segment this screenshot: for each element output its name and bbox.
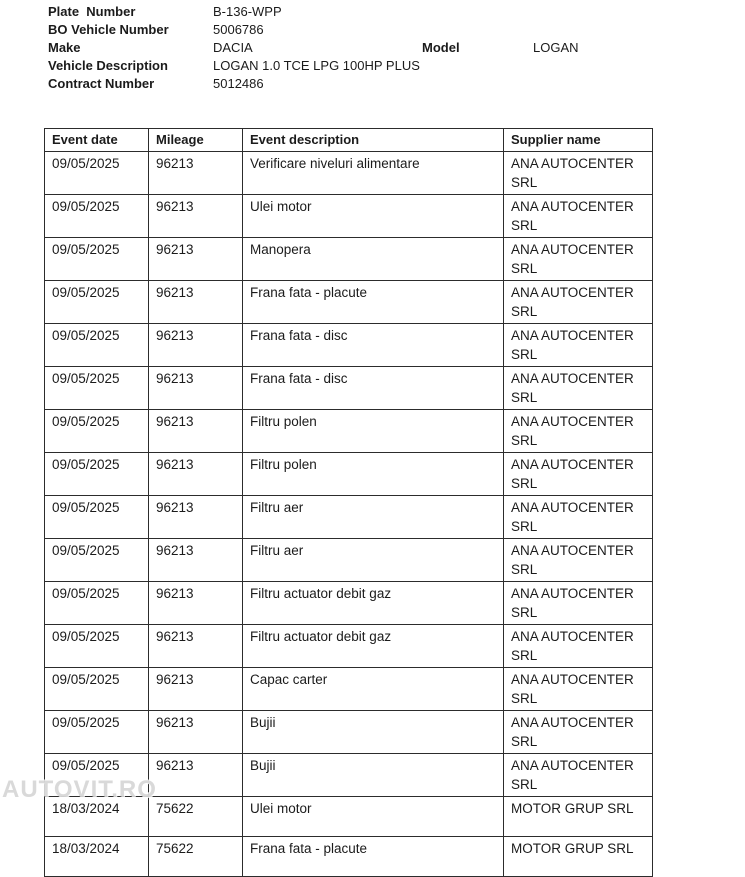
table-row [45,711,653,754]
make-label: Make [48,40,81,55]
event-description-cell: Filtru actuator debit gaz [243,582,504,625]
supplier-name-cell: ANA AUTOCENTER SRL [504,367,653,410]
event-date-cell: 09/05/2025 [45,668,149,711]
supplier-name-cell: ANA AUTOCENTER SRL [504,453,653,496]
event-description-column-header: Event description [243,129,504,152]
table-row [45,367,653,410]
mileage-cell: 96213 [149,238,243,281]
table-header [45,129,653,152]
watermark: AUTOVIT.RO [2,776,157,803]
event-description-cell: Bujii [243,754,504,797]
event-description-cell: Filtru aer [243,539,504,582]
supplier-name-cell: ANA AUTOCENTER SRL [504,754,653,797]
mileage-cell: 96213 [149,539,243,582]
mileage-cell: 96213 [149,711,243,754]
contract-number-value: 5012486 [213,76,264,91]
event-description-cell: Frana fata - disc [243,324,504,367]
info-row-vehicle-description [48,57,579,75]
event-description-cell: Filtru polen [243,410,504,453]
plate-number-value: B-136-WPP [213,4,282,19]
info-row-contract-number [48,75,579,93]
event-description-cell: Frana fata - disc [243,367,504,410]
mileage-cell: 96213 [149,367,243,410]
table-row [45,496,653,539]
supplier-name-cell: ANA AUTOCENTER SRL [504,582,653,625]
model-value: LOGAN [533,40,579,55]
event-description-cell: Frana fata - placute [243,837,504,877]
event-description-cell: Bujii [243,711,504,754]
event-date-cell: 09/05/2025 [45,195,149,238]
info-row-bo-vehicle-number [48,21,579,39]
supplier-name-cell: ANA AUTOCENTER SRL [504,496,653,539]
supplier-name-cell: ANA AUTOCENTER SRL [504,152,653,195]
vehicle-description-label: Vehicle Description [48,58,168,73]
table-row [45,754,653,797]
table-row [45,797,653,837]
table-header-row [45,129,653,152]
supplier-name-cell: ANA AUTOCENTER SRL [504,238,653,281]
event-description-cell: Filtru aer [243,496,504,539]
event-description-cell: Frana fata - placute [243,281,504,324]
table-row [45,324,653,367]
event-description-cell: Filtru polen [243,453,504,496]
supplier-name-cell: MOTOR GRUP SRL [504,837,653,877]
table-row [45,281,653,324]
mileage-cell: 96213 [149,324,243,367]
bo-vehicle-number-label: BO Vehicle Number [48,22,169,37]
event-date-cell: 09/05/2025 [45,281,149,324]
event-date-cell: 09/05/2025 [45,539,149,582]
mileage-cell: 96213 [149,668,243,711]
mileage-cell: 75622 [149,797,243,837]
vehicle-info [48,3,579,93]
event-date-cell: 09/05/2025 [45,625,149,668]
event-date-cell: 18/03/2024 [45,837,149,877]
supplier-name-cell: ANA AUTOCENTER SRL [504,281,653,324]
mileage-cell: 96213 [149,152,243,195]
table-row [45,410,653,453]
mileage-cell: 96213 [149,410,243,453]
info-row-make-model [48,39,579,57]
supplier-name-column-header: Supplier name [504,129,653,152]
mileage-cell: 96213 [149,625,243,668]
service-history-table [44,128,653,877]
event-description-cell: Filtru actuator debit gaz [243,625,504,668]
vehicle-description-value: LOGAN 1.0 TCE LPG 100HP PLUS [213,58,420,73]
table-row [45,582,653,625]
event-date-cell: 09/05/2025 [45,238,149,281]
make-value: DACIA [213,40,253,55]
mileage-cell: 96213 [149,195,243,238]
supplier-name-cell: ANA AUTOCENTER SRL [504,625,653,668]
supplier-name-cell: ANA AUTOCENTER SRL [504,539,653,582]
table-row [45,453,653,496]
event-date-cell: 09/05/2025 [45,324,149,367]
table-row [45,152,653,195]
mileage-column-header: Mileage [149,129,243,152]
event-description-cell: Ulei motor [243,797,504,837]
mileage-cell: 96213 [149,754,243,797]
event-date-cell: 09/05/2025 [45,754,149,797]
supplier-name-cell: ANA AUTOCENTER SRL [504,324,653,367]
info-row-plate-number [48,3,579,21]
table-row [45,837,653,877]
bo-vehicle-number-value: 5006786 [213,22,264,37]
mileage-cell: 75622 [149,837,243,877]
event-description-cell: Manopera [243,238,504,281]
supplier-name-cell: ANA AUTOCENTER SRL [504,711,653,754]
supplier-name-cell: ANA AUTOCENTER SRL [504,195,653,238]
event-date-cell: 09/05/2025 [45,152,149,195]
table-row [45,539,653,582]
plate-number-label: Plate Number [48,4,136,19]
event-date-cell: 09/05/2025 [45,410,149,453]
event-date-cell: 09/05/2025 [45,496,149,539]
event-date-cell: 09/05/2025 [45,711,149,754]
event-description-cell: Ulei motor [243,195,504,238]
table-row [45,625,653,668]
model-label: Model [422,40,460,55]
supplier-name-cell: MOTOR GRUP SRL [504,797,653,837]
contract-number-label: Contract Number [48,76,155,91]
event-date-cell: 09/05/2025 [45,582,149,625]
mileage-cell: 96213 [149,496,243,539]
event-description-cell: Capac carter [243,668,504,711]
event-date-cell: 09/05/2025 [45,453,149,496]
event-date-column-header: Event date [45,129,149,152]
supplier-name-cell: ANA AUTOCENTER SRL [504,668,653,711]
mileage-cell: 96213 [149,281,243,324]
supplier-name-cell: ANA AUTOCENTER SRL [504,410,653,453]
event-date-cell: 18/03/2024 [45,797,149,837]
table-row [45,195,653,238]
table-row [45,668,653,711]
mileage-cell: 96213 [149,453,243,496]
table-row [45,238,653,281]
mileage-cell: 96213 [149,582,243,625]
event-date-cell: 09/05/2025 [45,367,149,410]
event-description-cell: Verificare niveluri alimentare [243,152,504,195]
table-body [45,152,653,877]
